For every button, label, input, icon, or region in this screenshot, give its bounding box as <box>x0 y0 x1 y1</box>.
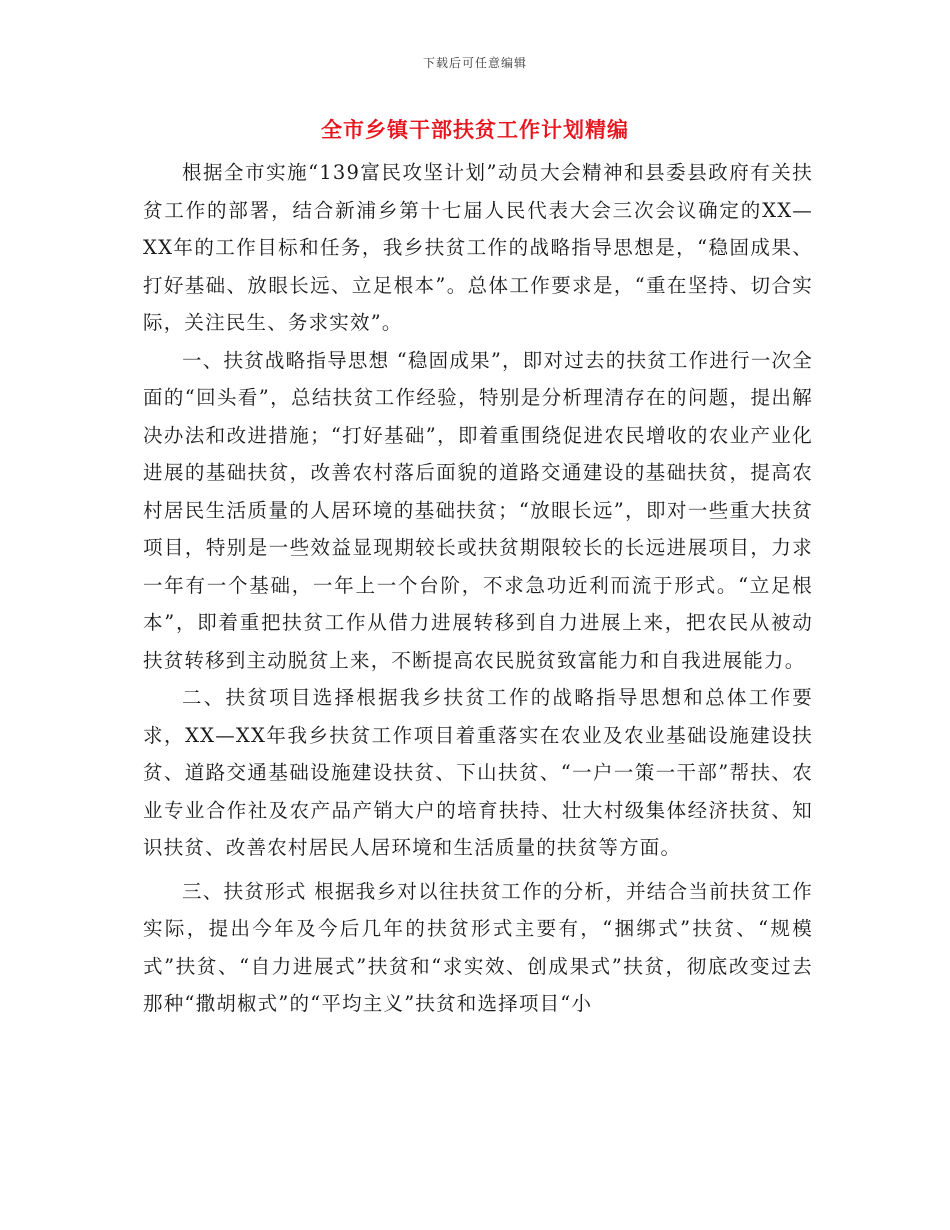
paragraph-intro: 根据全市实施“139富民攻坚计划”动员大会精神和县委县政府有关扶贫工作的部署，结合新浦乡第十七届人民代表大会三次会议确定的XX—XX年的工作目标和任务，我乡扶贫工作的战略指导思想是，“稳固成果、打好基础、放眼长远、立足根本”。总体工作要求是，“重在坚持、切合实际，关注民生、务求实效”。 <box>143 161 813 334</box>
document-title: 全市乡镇干部扶贫工作计划精编 <box>321 117 629 142</box>
paragraph-section-3: 三、扶贫形式 根据我乡对以往扶贫工作的分析，并结合当前扶贫工作实际，提出今年及今后几年的扶贫形式主要有，“捆绑式”扶贫、“规模式”扶贫、“自力进展式”扶贫和“求实效、创成果式”扶贫，彻底改变过去那种“撒胡椒式”的“平均主义”扶贫和选择项目“小 <box>143 879 813 1015</box>
header-note: 下载后可任意编辑 <box>422 56 527 70</box>
paragraph-section-1: 一、扶贫战略指导思想 “稳固成果”，即对过去的扶贫工作进行一次全面的“回头看”，总结扶贫工作经验，特别是分析理清存在的问题，提出解决办法和改进措施；“打好基础”，即着重围绕促进农民增收的农业产业化进展的基础扶贫，改善农村落后面貌的道路交通建设的基础扶贫，提高农村居民生活质量的人居环境的基础扶贫；“放眼长远”，即对一些重大扶贫项目，特别是一些效益显现期较长或扶贫期限较长的长远进展项目，力求一年有一个基础，一年上一个台阶，不求急功近利而流于形式。“立足根本”，即着重把扶贫工作从借力进展转移到自力进展上来，把农民从被动扶贫转移到主动脱贫上来，不断提高农民脱贫致富能力和自我进展能力。 <box>143 348 813 672</box>
document-body <box>143 154 813 1023</box>
paragraph-section-2: 二、扶贫项目选择根据我乡扶贫工作的战略指导思想和总体工作要求，XX—XX年我乡扶贫工作项目着重落实在农业及农业基础设施建设扶贫、道路交通基础设施建设扶贫、下山扶贫、“一户一策一干部”帮扶、农业专业合作社及农产品产销大户的培育扶持、壮大村级集体经济扶贫、知识扶贫、改善农村居民人居环境和生活质量的扶贫等方面。 <box>143 686 813 859</box>
